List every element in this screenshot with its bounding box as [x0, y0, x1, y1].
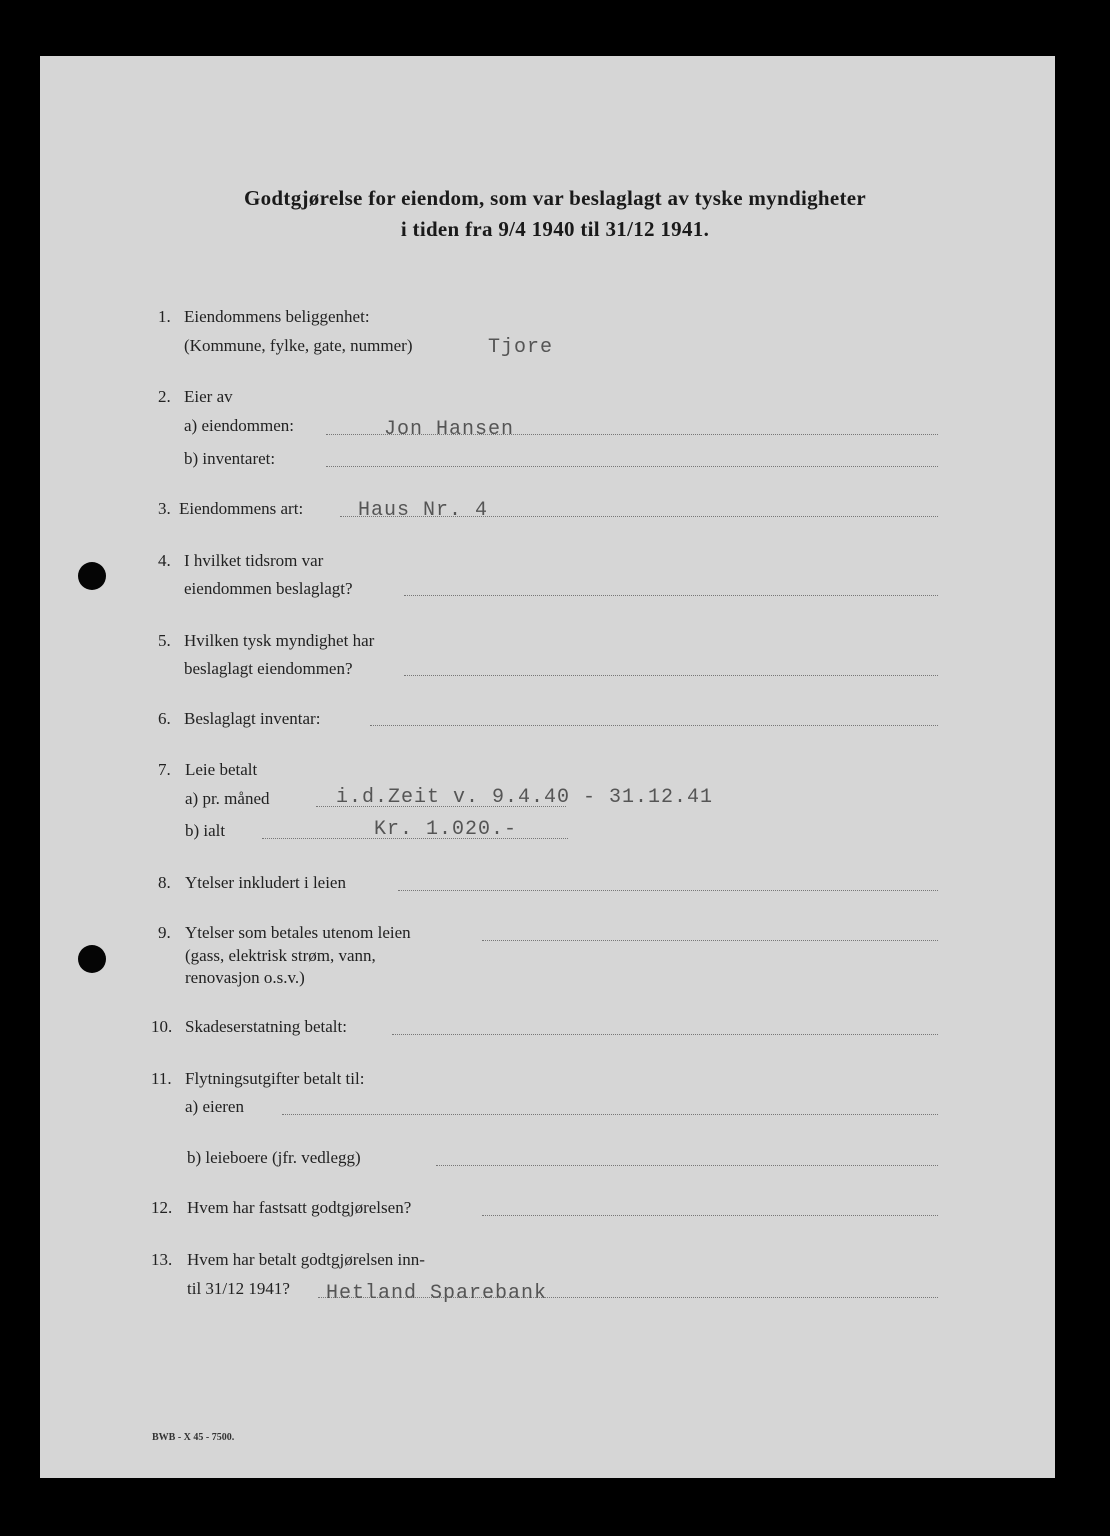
form-subtitle: i tiden fra 9/4 1940 til 31/12 1941.: [400, 217, 710, 241]
q8-number: 8.: [158, 873, 171, 892]
q7a-answer: i.d.Zeit v. 9.4.40 - 31.12.41: [336, 786, 714, 809]
q1-answer: Tjore: [488, 336, 554, 359]
q8-label: Ytelser inkludert i leien: [185, 873, 346, 892]
q13-number: 13.: [151, 1250, 173, 1269]
q9-sublabel-1: (gass, elektrisk strøm, vann,: [185, 946, 376, 965]
q2b-label: b) inventaret:: [184, 449, 276, 468]
q11b-line: [436, 1165, 938, 1166]
q7-number: 7.: [158, 760, 171, 779]
q4-label: I hvilket tidsrom var: [184, 551, 324, 570]
q7a-label: a) pr. måned: [185, 789, 270, 808]
q3-number: 3.: [158, 499, 171, 518]
form-title: Godtgjørelse for eiendom, som var beslaglagt av tyske myndigheter: [243, 186, 867, 210]
q6-label: Beslaglagt inventar:: [184, 709, 321, 728]
form-footer-code: BWB - X 45 - 7500.: [152, 1432, 235, 1443]
q7b-answer: Kr. 1.020.-: [374, 818, 518, 841]
q1-sublabel: (Kommune, fylke, gate, nummer): [184, 336, 413, 355]
q11a-label: a) eieren: [185, 1097, 244, 1116]
q3-answer: Haus Nr. 4: [358, 499, 489, 522]
q4-number: 4.: [158, 551, 171, 570]
q10-number: 10.: [151, 1017, 173, 1036]
q2b-line: [326, 466, 938, 467]
q5-line: [404, 675, 938, 676]
q1-number: 1.: [158, 307, 171, 326]
q6-number: 6.: [158, 709, 171, 728]
q4-line: [404, 595, 938, 596]
q3-label: Eiendommens art:: [179, 499, 304, 518]
punch-hole-top: [78, 562, 106, 590]
q9-number: 9.: [158, 923, 171, 942]
q8-line: [398, 890, 938, 891]
q13-sublabel: til 31/12 1941?: [187, 1279, 290, 1298]
q1-label: Eiendommens beliggenhet:: [184, 307, 370, 326]
q7b-label: b) ialt: [185, 821, 226, 840]
q10-label: Skadeserstatning betalt:: [185, 1017, 347, 1036]
q5-sublabel: beslaglagt eiendommen?: [184, 659, 353, 678]
punch-hole-bottom: [78, 945, 106, 973]
q12-number: 12.: [151, 1198, 173, 1217]
q11b-label: b) leieboere (jfr. vedlegg): [187, 1148, 361, 1167]
q2a-label: a) eiendommen:: [184, 416, 294, 435]
q5-number: 5.: [158, 631, 171, 650]
q13-answer: Hetland Sparebank: [326, 1282, 548, 1305]
q9-label: Ytelser som betales utenom leien: [185, 923, 411, 942]
q13-label: Hvem har betalt godtgjørelsen inn-: [187, 1250, 425, 1269]
q7-label: Leie betalt: [185, 760, 258, 779]
q4-sublabel: eiendommen beslaglagt?: [184, 579, 353, 598]
q6-line: [370, 725, 938, 726]
q2-number: 2.: [158, 387, 171, 406]
q9-sublabel-2: renovasjon o.s.v.): [185, 968, 305, 987]
q12-label: Hvem har fastsatt godtgjørelsen?: [187, 1198, 412, 1217]
q10-line: [392, 1034, 938, 1035]
q12-line: [482, 1215, 938, 1216]
q2a-answer: Jon Hansen: [384, 418, 515, 441]
q11-label: Flytningsutgifter betalt til:: [185, 1069, 365, 1088]
q11a-line: [282, 1114, 938, 1115]
q9-line: [482, 940, 938, 941]
q5-label: Hvilken tysk myndighet har: [184, 631, 375, 650]
q2-label: Eier av: [184, 387, 233, 406]
q11-number: 11.: [151, 1069, 172, 1088]
